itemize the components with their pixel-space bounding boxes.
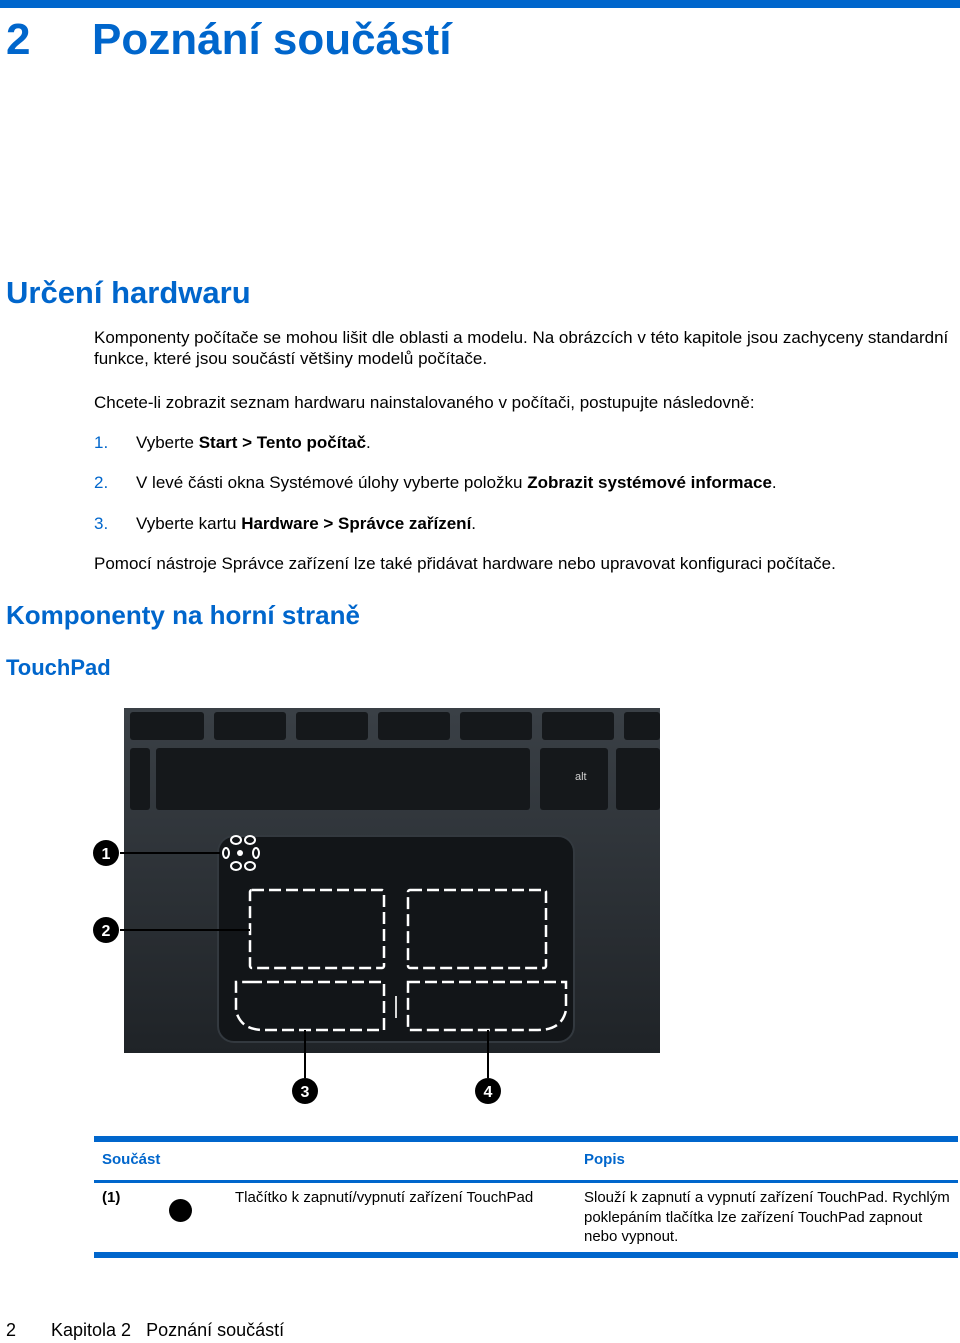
top-rule <box>0 0 960 8</box>
step-3 <box>94 514 476 534</box>
step-number: 1. <box>94 433 109 452</box>
step-command: Hardware > Správce zařízení <box>241 514 472 533</box>
touchpad <box>218 836 574 1042</box>
step-command: Start > Tento počítač <box>198 433 367 452</box>
table-header-rule <box>94 1180 958 1183</box>
svg-text:4: 4 <box>483 1084 493 1101</box>
footer-text: Kapitola 2 Poznání součástí <box>51 1320 285 1340</box>
step-number: 3. <box>94 514 109 533</box>
touchpad-figure <box>90 700 680 1120</box>
table-bottom-rule <box>94 1252 958 1258</box>
step-end: . <box>366 433 371 452</box>
step-end: . <box>771 473 777 492</box>
step-text: V levé části okna Systémové úlohy vyberte položku <box>136 473 528 492</box>
svg-text:1: 1 <box>101 846 111 863</box>
subsection-title: Komponenty na horní straně <box>6 600 360 630</box>
table-header-description: Popis <box>584 1151 625 1168</box>
chapter-title: Poznání součástí <box>92 15 452 64</box>
alt-key-label: alt <box>575 771 587 783</box>
page-footer <box>6 1319 284 1341</box>
row-description-line: Slouží k zapnutí a vypnutí zařízení TouchPad. Rychlým <box>584 1189 950 1206</box>
step-2 <box>94 473 777 493</box>
step-1 <box>94 433 371 453</box>
row-description-line: poklepáním tlačítka lze zařízení TouchPad zapnout <box>584 1208 923 1226</box>
section-title: Určení hardwaru <box>6 275 251 310</box>
chapter-heading <box>6 14 451 66</box>
svg-text:3: 3 <box>300 1084 310 1101</box>
filled-circle-icon <box>169 1199 192 1222</box>
step-command: Zobrazit systémové informace <box>527 473 772 492</box>
row-description <box>584 1188 956 1247</box>
intro-paragraph: Komponenty počítače se mohou lišit dle oblasti a modelu. Na obrázcích v této kapitole jsou zachyceny standardní funkce, které jsou součástí většiny modelů počítače. <box>94 328 949 368</box>
row-component-name: Tlačítko k zapnutí/vypnutí zařízení TouchPad <box>235 1189 534 1206</box>
row-number: (1) <box>102 1189 121 1206</box>
chapter-number: 2 <box>6 15 31 64</box>
step-end: . <box>471 514 477 533</box>
step-number: 2. <box>94 473 109 492</box>
instruction-paragraph: Chcete-li zobrazit seznam hardwaru nainstalovaného v počítači, postupujte následovně: <box>94 393 755 412</box>
outro-paragraph: Pomocí nástroje Správce zařízení lze také přidávat hardware nebo upravovat konfiguraci počítače. <box>94 554 836 573</box>
subsubsection-title: TouchPad <box>6 655 111 680</box>
step-text: Vyberte kartu <box>136 514 242 533</box>
svg-text:2: 2 <box>101 923 111 940</box>
row-description-line: nebo vypnout. <box>584 1228 679 1245</box>
page-number: 2 <box>6 1320 17 1340</box>
table-header-component: Součást <box>102 1151 161 1168</box>
step-text: Vyberte <box>136 433 199 452</box>
table-top-rule <box>94 1136 958 1142</box>
